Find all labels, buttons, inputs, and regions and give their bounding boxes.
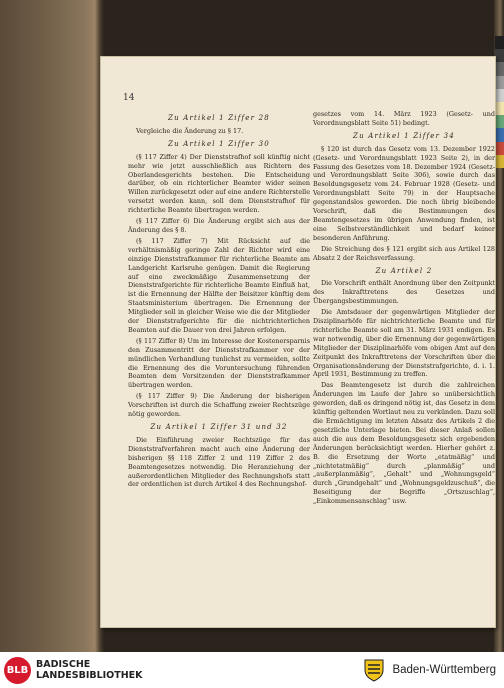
color-patch xyxy=(495,102,504,115)
color-patch xyxy=(495,76,504,89)
color-patch xyxy=(495,36,504,49)
coat-of-arms-icon xyxy=(361,657,387,683)
section-heading: Zu Artikel 1 Ziffer 31 und 32 xyxy=(150,423,288,431)
paragraph: Die Vorschrift enthält Anordnung über den Zeitpunkt des Inkrafttretens des Gesetzes und Übergangsbestimmungen. xyxy=(313,279,495,306)
color-patch xyxy=(495,115,504,128)
paragraph: (§ 117 Ziffer 6) Die Änderung ergibt sich aus der Änderung des § 8. xyxy=(128,217,310,234)
library-footer xyxy=(0,652,504,688)
page-number: 14 xyxy=(123,93,135,103)
paragraph: (§ 117 Ziffer 4) Der Dienststrafhof soll künftig nicht mehr wie jetzt ausschließlich aus Richtern des Oberlandesgerichts bestehen. Die Entscheidung darüber, ob ein richterlicher Beamter wider seinen Willen zurückgesetzt oder auf eine andere Richterstelle versetzt werden kann, soll dem Dienststrafhof für richterliche Beamte übertragen werden. xyxy=(128,152,310,215)
blb-name-line2: LANDESBIBLIOTHEK xyxy=(36,670,143,681)
paragraph: Die Amtsdauer der gegenwärtigen Mitglieder der Disziplinarhöfe für nichtrichterliche Beamte und für richterliche Beamte soll am 31. März 1931 endigen. Es war notwendig, über die Ernennung der gegenwärtigen Mitglieder der Disziplinarhöfe vom obigen Amt auf den Zeitpunkt des Inkrafttretens der Vorschriften über die Organisationsänderung der Dienststrafgerichte, d. i. 1. April 1931, Bestimmung zu treffen. xyxy=(313,308,495,379)
baden-wuerttemberg-label: Baden-Württemberg xyxy=(392,664,496,676)
paragraph: Das Beamtengesetz ist durch die zahlreichen Änderungen im Laufe der Jahre so unübersichtlich geworden, daß es dringend nötig ist, das Gesetz in dem künftig geltenden Wortlaut neu zu verkünden. Dazu soll die Ermächtigung im letzten Absatz des Artikels 2 die gesetzliche Unterlage bieten. Bei dieser Anlaß sollen auch die aus dem Besoldungsgesetz sich ergebenden Änderungen berücksichtigt werden. Hierher gehört z. B. die Ersetzung der Worte „etatmäßig“ und „nichtetatmäßig“ durch „planmäßig“ und „außerplanmäßig“, „Gehalt“ und „Wohnungsgeld“ durch „Grundgehalt“ und „Wohnungsgeldzuschuß“, die Beseitigung der Begriffe „Ortszuschlag“, „Einkommensanschlag“ usw. xyxy=(313,381,495,506)
blb-badge-icon: BLB xyxy=(4,657,31,684)
paragraph: Die Einführung zweier Rechtszüge für das Dienststrafverfahren macht auch eine Änderung der bisherigen §§ 118 Ziffer 2 und 119 Ziffer 2 des Beamtengesetzes notwendig. Die Heranziehung der außerordentlichen Mitglieder des Rechnungshofs statt der ordentlichen ist durch Artikel 4 des Rechnungshof- xyxy=(128,435,310,489)
section-heading: Zu Artikel 2 xyxy=(375,266,433,275)
color-patch xyxy=(495,49,504,62)
color-patch xyxy=(495,89,504,102)
blb-logo[interactable] xyxy=(4,657,143,684)
section-heading: Zu Artikel 1 Ziffer 28 xyxy=(168,114,270,122)
blb-name-line1: BADISCHE xyxy=(36,659,91,670)
color-patch xyxy=(495,142,504,155)
blb-name xyxy=(36,659,143,681)
baden-wuerttemberg-logo[interactable] xyxy=(361,657,496,683)
right-text-column xyxy=(313,110,495,508)
left-text-column xyxy=(128,110,310,491)
color-patch xyxy=(495,128,504,141)
color-patch xyxy=(495,155,504,168)
paragraph: § 120 ist durch das Gesetz vom 13. Dezember 1922 (Gesetz- und Verordnungsblatt 1923 Seite 2), in der Fassung des Gesetzes vom 18. Dezember 1924 (Gesetz- und Verordnungsblatt Seite 306), sowie durch das Besoldungsgesetz vom 24. Februar 1928 (Gesetz- und Verordnungsblatt Seite 79) in der Hauptsache gegenstandslos geworden. Die noch übrig bleibende Vorschrift, daß die Bestimmungen des Beamtengesetzes im übrigen Anwendung finden, ist eine Selbstverständlichkeit und bedarf keiner besonderen Anführung. xyxy=(313,144,495,242)
paragraph: (§ 117 Ziffer 9) Die Änderung der bisherigen Vorschriften ist durch die Schaffung zweier Rechtszüge nötig geworden. xyxy=(128,392,310,419)
paragraph: (§ 117 Ziffer 8) Um im Interesse der Kostenersparnis den Zusammentritt der Dienststrafkammer vor der mündlichen Verhandlung tunlichst zu vermeiden, sollte die Ernennung des die Voruntersuchung führenden Beamten dem Vorsitzenden der Dienststrafkammer übertragen werden. xyxy=(128,336,310,390)
section-heading: Zu Artikel 1 Ziffer 30 xyxy=(168,139,270,148)
paragraph: (§ 117 Ziffer 7) Mit Rücksicht auf die verhältnismäßig geringe Zahl der Richter wird eine einzige Dienststrafkammer für richterliche Beamte am Landgericht Karlsruhe genügen. Damit die Regierung auf eine zweckmäßige Zusammensetzung der Dienststrafgerichte für richterliche Beamte Einfluß hat, ist die Ernennung der Hälfte der Beisitzer künftig dem Staatsministerium übertragen. Die Ernennung der Mitglieder soll in gleicher Weise wie die der Mitglieder der Dienststrafgerichte für die nichtrichterlichen Beamten auf die Dauer von drei Jahren erfolgen. xyxy=(128,236,310,334)
color-calibration-strip xyxy=(495,36,504,168)
section-heading: Zu Artikel 1 Ziffer 34 xyxy=(353,131,455,140)
paragraph: Die Streichung des § 121 ergibt sich aus Artikel 128 Absatz 2 der Reichsverfassung. xyxy=(313,244,495,262)
paragraph: Vergleiche die Änderung zu § 17. xyxy=(136,126,244,135)
color-patch xyxy=(495,62,504,75)
paragraph: gesetzes vom 14. März 1923 (Gesetz- und Verordnungsblatt Seite 51) bedingt. xyxy=(313,110,495,127)
